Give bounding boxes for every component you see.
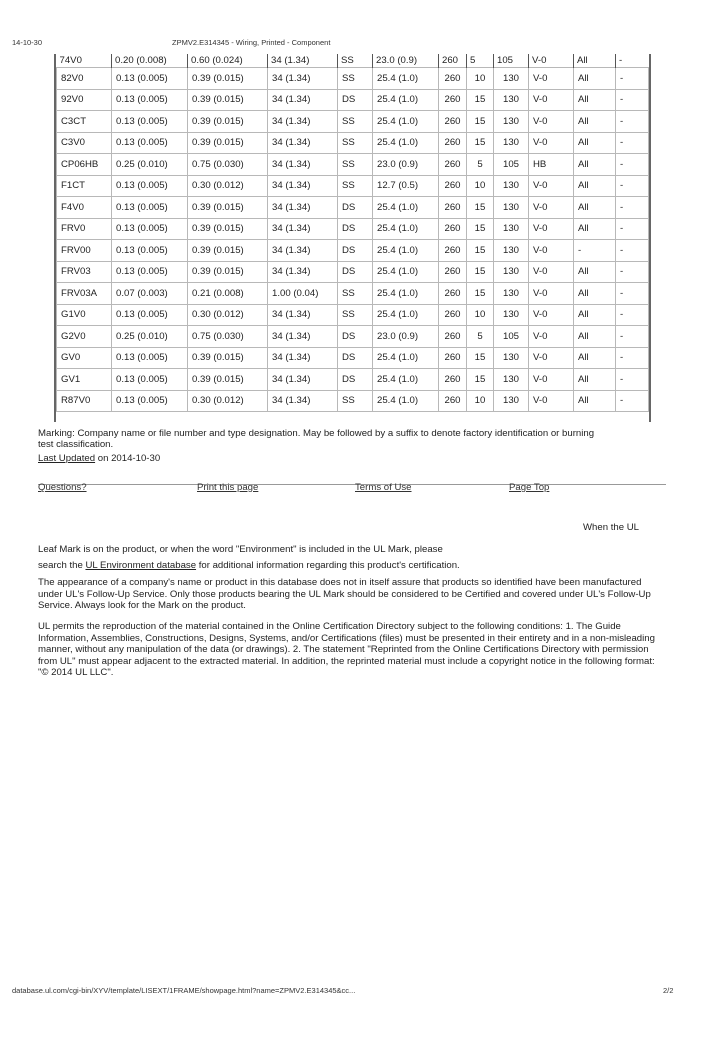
table-cell: DS — [338, 347, 373, 369]
table-cell: 0.30 (0.012) — [188, 175, 268, 197]
environment-note-line1: Leaf Mark is on the product, or when the word "Environment" is included in the UL Mark, please — [38, 544, 443, 555]
table-row — [57, 68, 649, 90]
table-cell: 260 — [439, 111, 467, 133]
table-cell: 130 — [494, 369, 529, 391]
table-cell: - — [574, 240, 616, 262]
table-cell: All — [574, 111, 616, 133]
table-cell: - — [616, 240, 649, 262]
table-cell: 260 — [439, 197, 467, 219]
table-cell: 260 — [439, 369, 467, 391]
print-date: 14-10-30 — [12, 38, 43, 47]
table-cell: V-0 — [529, 54, 574, 68]
table-cell: V-0 — [529, 369, 574, 391]
table-cell: 0.30 (0.012) — [188, 390, 268, 412]
table-cell: C3V0 — [57, 132, 112, 154]
table-cell: DS — [338, 240, 373, 262]
table-cell: 130 — [494, 240, 529, 262]
table-cell: DS — [338, 326, 373, 348]
table-row — [57, 132, 649, 154]
table-cell: 25.4 (1.0) — [373, 132, 439, 154]
table-cell: SS — [338, 132, 373, 154]
table-cell: 130 — [494, 197, 529, 219]
table-cell: 15 — [467, 347, 494, 369]
table-cell: 92V0 — [57, 89, 112, 111]
table-cell: SS — [338, 154, 373, 176]
table-cell: 25.4 (1.0) — [373, 304, 439, 326]
table-row — [57, 390, 649, 412]
table-cell: 0.13 (0.005) — [112, 240, 188, 262]
table-cell: 34 (1.34) — [268, 197, 338, 219]
table-row — [57, 326, 649, 348]
table-cell: 0.39 (0.015) — [188, 132, 268, 154]
table-cell: 34 (1.34) — [268, 54, 338, 68]
table-cell: 0.13 (0.005) — [112, 347, 188, 369]
table-cell: 34 (1.34) — [268, 390, 338, 412]
table-cell: 23.0 (0.9) — [373, 326, 439, 348]
environment-note-pre: search the — [38, 559, 86, 571]
table-cell: 15 — [467, 111, 494, 133]
table-cell: 0.39 (0.015) — [188, 369, 268, 391]
table-cell: 34 (1.34) — [268, 68, 338, 90]
table-cell: - — [616, 304, 649, 326]
table-cell: 0.39 (0.015) — [188, 68, 268, 90]
table-cell: - — [616, 68, 649, 90]
table-cell: 0.13 (0.005) — [112, 68, 188, 90]
table-cell: 0.39 (0.015) — [188, 347, 268, 369]
last-updated-label: Last Updated — [38, 453, 96, 464]
last-updated-value: on 2014-10-30 — [95, 453, 161, 464]
table-cell: 0.13 (0.005) — [112, 89, 188, 111]
table-cell: 82V0 — [57, 68, 112, 90]
certification-table-container — [56, 54, 648, 412]
table-cell: 0.13 (0.005) — [112, 175, 188, 197]
table-cell: 15 — [467, 261, 494, 283]
table-cell: V-0 — [529, 89, 574, 111]
environment-note-start: When the UL — [583, 522, 639, 533]
table-body — [57, 54, 649, 412]
last-updated — [38, 453, 160, 464]
table-cell: 25.4 (1.0) — [373, 283, 439, 305]
table-cell: 34 (1.34) — [268, 89, 338, 111]
table-cell: 15 — [467, 132, 494, 154]
table-cell: 34 (1.34) — [268, 175, 338, 197]
table-cell: All — [574, 89, 616, 111]
table-cell: 25.4 (1.0) — [373, 197, 439, 219]
table-cell: 15 — [467, 89, 494, 111]
table-cell: 130 — [494, 390, 529, 412]
table-cell: - — [616, 283, 649, 305]
table-cell: V-0 — [529, 390, 574, 412]
table-cell: All — [574, 390, 616, 412]
table-cell: All — [574, 261, 616, 283]
table-cell: 260 — [439, 154, 467, 176]
table-cell: SS — [338, 68, 373, 90]
table-cell: 34 (1.34) — [268, 261, 338, 283]
table-cell: SS — [338, 111, 373, 133]
table-cell: - — [616, 197, 649, 219]
table-row — [57, 283, 649, 305]
table-cell: V-0 — [529, 68, 574, 90]
print-page-link[interactable]: Print this page — [197, 482, 259, 493]
table-cell: HB — [529, 154, 574, 176]
table-cell: 260 — [439, 54, 467, 68]
questions-link[interactable]: Questions? — [38, 482, 87, 493]
table-cell: All — [574, 369, 616, 391]
table-cell: 25.4 (1.0) — [373, 240, 439, 262]
table-row — [57, 197, 649, 219]
table-cell: SS — [338, 54, 373, 68]
table-cell: 0.13 (0.005) — [112, 132, 188, 154]
table-cell: - — [616, 390, 649, 412]
table-row — [57, 111, 649, 133]
table-cell: All — [574, 218, 616, 240]
table-cell: 260 — [439, 68, 467, 90]
table-cell: 130 — [494, 347, 529, 369]
print-page-number: 2/2 — [663, 986, 674, 995]
divider — [38, 484, 666, 485]
table-cell: 130 — [494, 111, 529, 133]
table-cell: 10 — [467, 175, 494, 197]
certification-table — [56, 54, 649, 412]
table-cell: All — [574, 304, 616, 326]
table-cell: DS — [338, 218, 373, 240]
table-cell: 15 — [467, 283, 494, 305]
table-cell: 25.4 (1.0) — [373, 390, 439, 412]
table-cell: 12.7 (0.5) — [373, 175, 439, 197]
table-row — [57, 304, 649, 326]
table-cell: 15 — [467, 369, 494, 391]
table-cell: All — [574, 54, 616, 68]
table-cell: V-0 — [529, 175, 574, 197]
table-cell: 0.60 (0.024) — [188, 54, 268, 68]
table-cell: 25.4 (1.0) — [373, 89, 439, 111]
table-cell: 25.4 (1.0) — [373, 68, 439, 90]
table-cell: All — [574, 154, 616, 176]
table-cell: 0.30 (0.012) — [188, 304, 268, 326]
table-row — [57, 261, 649, 283]
table-cell: 0.21 (0.008) — [188, 283, 268, 305]
table-cell: All — [574, 283, 616, 305]
table-cell: 34 (1.34) — [268, 218, 338, 240]
table-cell: 130 — [494, 89, 529, 111]
table-cell: FRV00 — [57, 240, 112, 262]
print-page-title: ZPMV2.E314345 - Wiring, Printed - Component — [172, 38, 331, 47]
table-cell: - — [616, 54, 649, 68]
table-cell: 15 — [467, 218, 494, 240]
table-cell: 5 — [467, 54, 494, 68]
table-cell: 34 (1.34) — [268, 154, 338, 176]
table-cell: FRV03 — [57, 261, 112, 283]
table-cell: 74V0 — [59, 55, 82, 66]
table-row — [57, 347, 649, 369]
table-cell: - — [616, 261, 649, 283]
table-cell: 1.00 (0.04) — [268, 283, 338, 305]
table-cell: - — [616, 111, 649, 133]
table-cell: GV1 — [57, 369, 112, 391]
table-cell: 260 — [439, 283, 467, 305]
table-cell: CP06HB — [57, 154, 112, 176]
table-cell: G2V0 — [57, 326, 112, 348]
table-cell: 34 (1.34) — [268, 111, 338, 133]
table-cell: 10 — [467, 68, 494, 90]
table-cell: 34 (1.34) — [268, 304, 338, 326]
table-cell: SS — [338, 175, 373, 197]
table-cell: 0.13 (0.005) — [112, 261, 188, 283]
environment-note — [38, 544, 663, 571]
table-cell: V-0 — [529, 283, 574, 305]
table-cell: 0.39 (0.015) — [188, 261, 268, 283]
table-cell: 25.4 (1.0) — [373, 261, 439, 283]
table-cell: DS — [338, 89, 373, 111]
table-cell: All — [574, 132, 616, 154]
table-cell: 25.4 (1.0) — [373, 369, 439, 391]
table-cell: 260 — [439, 304, 467, 326]
table-cell: 130 — [494, 304, 529, 326]
table-cell: 260 — [439, 347, 467, 369]
table-cell: 5 — [467, 154, 494, 176]
table-cell: 0.25 (0.010) — [112, 154, 188, 176]
table-cell: - — [616, 326, 649, 348]
table-cell: 25.4 (1.0) — [373, 347, 439, 369]
table-cell: 0.75 (0.030) — [188, 154, 268, 176]
table-cell: 0.13 (0.005) — [112, 111, 188, 133]
table-cell: 23.0 (0.9) — [373, 154, 439, 176]
table-cell: - — [616, 175, 649, 197]
table-cell: - — [616, 347, 649, 369]
table-cell: V-0 — [529, 218, 574, 240]
table-cell: - — [616, 154, 649, 176]
table-cell: 34 (1.34) — [268, 326, 338, 348]
table-cell: All — [574, 197, 616, 219]
table-row — [57, 175, 649, 197]
table-cell: 0.20 (0.008) — [112, 54, 188, 68]
table-cell: 260 — [439, 240, 467, 262]
table-cell: 5 — [467, 326, 494, 348]
environment-note-post: for additional information regarding this product's certification. — [196, 559, 460, 571]
table-cell: - — [616, 218, 649, 240]
table-cell: 10 — [467, 304, 494, 326]
table-cell: SS — [338, 304, 373, 326]
terms-of-use-link[interactable]: Terms of Use — [355, 482, 412, 493]
reproduction-permissions: UL permits the reproduction of the material contained in the Online Certification Directory subject to the following conditions: 1. The Guide Information, Assemblies, Constructions, Designs, Systems, and/or Certifications (files) must be presented in their entirety and in a non-misleading manner, without any manipulation of the data (or drawings). 2. The statement "Reprinted from the Online Certifications Directory with permission from UL" must appear adjacent to the extracted material. In addition, the reprinted material must include a copyright notice in the following format: "© 2014 UL LLC". — [38, 621, 655, 678]
table-cell: 10 — [467, 390, 494, 412]
table-cell: 260 — [439, 390, 467, 412]
table-cell: 0.39 (0.015) — [188, 240, 268, 262]
table-cell: 0.39 (0.015) — [188, 197, 268, 219]
table-cell: 105 — [494, 154, 529, 176]
table-cell: 260 — [439, 89, 467, 111]
table-cell: 0.13 (0.005) — [112, 218, 188, 240]
table-cell: 130 — [494, 218, 529, 240]
table-cell: C3CT — [57, 111, 112, 133]
table-cell: 0.07 (0.003) — [112, 283, 188, 305]
environment-note-line2 — [38, 560, 663, 572]
table-cell: All — [574, 347, 616, 369]
table-cell: - — [616, 89, 649, 111]
table-cell: V-0 — [529, 240, 574, 262]
table-cell: 0.39 (0.015) — [188, 111, 268, 133]
table-cell: V-0 — [529, 326, 574, 348]
table-cell: 0.13 (0.005) — [112, 369, 188, 391]
table-cell: 260 — [439, 175, 467, 197]
table-cell: 260 — [439, 261, 467, 283]
table-cell: - — [616, 132, 649, 154]
table-cell: 130 — [494, 68, 529, 90]
table-cell: V-0 — [529, 347, 574, 369]
table-cell: 0.13 (0.005) — [112, 390, 188, 412]
appearance-disclaimer: The appearance of a company's name or product in this database does not in itself assure that products so identified have been manufactured under UL's Follow-Up Service. Only those products bearing the UL Mark should be considered to be Certified and covered under UL's Follow-Up Service. Always look for the Mark on the product. — [38, 577, 651, 611]
table-row-partial — [57, 54, 649, 68]
table-cell: 0.13 (0.005) — [112, 304, 188, 326]
table-cell: V-0 — [529, 111, 574, 133]
table-cell: All — [574, 326, 616, 348]
table-cell: V-0 — [529, 304, 574, 326]
table-cell: V-0 — [529, 197, 574, 219]
table-cell: 25.4 (1.0) — [373, 218, 439, 240]
table-cell: 260 — [439, 218, 467, 240]
table-cell: 34 (1.34) — [268, 132, 338, 154]
table-cell: All — [574, 68, 616, 90]
table-cell: 15 — [467, 197, 494, 219]
table-cell: 0.39 (0.015) — [188, 89, 268, 111]
table-cell: 260 — [439, 132, 467, 154]
table-row — [57, 240, 649, 262]
table-cell: 260 — [439, 326, 467, 348]
table-cell: DS — [338, 197, 373, 219]
table-cell: 130 — [494, 132, 529, 154]
table-cell: FRV0 — [57, 218, 112, 240]
table-cell: F4V0 — [57, 197, 112, 219]
table-cell: 130 — [494, 283, 529, 305]
page-top-link[interactable]: Page Top — [509, 482, 550, 493]
table-cell: 25.4 (1.0) — [373, 111, 439, 133]
print-footer-url: database.ul.com/cgi-bin/XYV/template/LISEXT/1FRAME/showpage.html?name=ZPMV2.E314345&cc... — [12, 986, 356, 995]
table-cell: SS — [338, 390, 373, 412]
table-cell: 0.39 (0.015) — [188, 218, 268, 240]
table-cell: GV0 — [57, 347, 112, 369]
table-cell: 0.25 (0.010) — [112, 326, 188, 348]
table-cell: 130 — [494, 261, 529, 283]
ul-environment-database-link[interactable]: UL Environment database — [85, 559, 197, 571]
table-cell: - — [616, 369, 649, 391]
table-cell: 34 (1.34) — [268, 347, 338, 369]
table-cell: DS — [338, 369, 373, 391]
table-cell: 0.75 (0.030) — [188, 326, 268, 348]
table-cell: FRV03A — [57, 283, 112, 305]
table-cell: 0.13 (0.005) — [112, 197, 188, 219]
table-cell: SS — [338, 283, 373, 305]
table-cell: 130 — [494, 175, 529, 197]
table-cell: V-0 — [529, 132, 574, 154]
table-row — [57, 89, 649, 111]
table-cell: 23.0 (0.9) — [373, 54, 439, 68]
table-cell: 34 (1.34) — [268, 369, 338, 391]
table-cell: V-0 — [529, 261, 574, 283]
table-row — [57, 218, 649, 240]
table-row — [57, 369, 649, 391]
table-cell: G1V0 — [57, 304, 112, 326]
table-cell: DS — [338, 261, 373, 283]
marking-note: Marking: Company name or file number and type designation. May be followed by a suffix to denote factory identification or burning test classification. — [38, 428, 595, 450]
table-cell: 105 — [494, 326, 529, 348]
table-cell: All — [574, 175, 616, 197]
table-cell: 34 (1.34) — [268, 240, 338, 262]
table-cell: 15 — [467, 240, 494, 262]
table-row — [57, 154, 649, 176]
table-cell: F1CT — [57, 175, 112, 197]
table-cell: R87V0 — [57, 390, 112, 412]
table-cell: 105 — [494, 54, 529, 68]
